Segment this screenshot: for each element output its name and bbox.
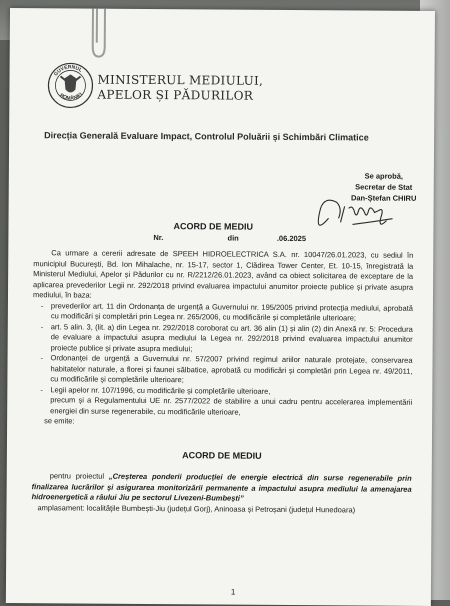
svg-text:GUVERNUL: GUVERNUL: [52, 64, 84, 78]
approval-line2: Secretar de Stat: [355, 182, 413, 192]
section-title: ACORD DE MEDIU: [182, 449, 262, 461]
regulation-paragraph: precum și a Regulamentului UE nr. 2577/2022 de stabilire a unui cadru pentru accelerarea implementării energiei din surse regenerabile, cu modificările ulterioare,: [50, 395, 413, 417]
project-paragraph: [32, 471, 412, 505]
document-date: .06.2025: [276, 233, 307, 244]
approval-line1: Se aprobă,: [364, 171, 404, 181]
se-emite: se emite:: [44, 416, 75, 426]
ministry-name: [97, 73, 263, 104]
signature: [308, 188, 403, 239]
location-line: amplasament: localitățile Bumbești-Jiu (județul Gorj), Aninoasa și Petroșani (județul Hunedoara): [37, 502, 356, 514]
coat-of-arms-logo: [47, 62, 93, 108]
intro-paragraph: Ca urmare a cererii adresate de SPEEH HIDROELECTRICA S.A. nr. 10047/26.01.2023, cu sediul în municipiul București, Bd. Ion Mihalache, nr. 15-17, sector 1, Clădirea Tower Center, Et. 10-15, înregistrată la Ministerul Mediului, Apelor și Pădurilor cu nr. R/2212/26.01.2023, având ca obiect solicitarea de exceptare de la aplicarea prevederilor Legii nr. 292/2018 privind evaluarea impactului anumitor proiecte publice și private asupra mediului, în baza:: [32, 248, 414, 300]
legal-basis-item: - art. 5 alin. 3, (lit. a) din Legea nr. 292/2018 coroborat cu art. 36 alin (1) și alin (2) din Anexă nr. 5: Procedura de evaluare a impactului asupra mediului la Legea nr. 292/2018 privind evaluarea impactului anumitor proiecte publice și private asupra mediului;: [35, 322, 413, 356]
din-label: din: [227, 233, 239, 243]
directorate-heading: Direcția Generală Evaluare Impact, Controlul Poluării și Schimbări Climatice: [44, 130, 369, 143]
ministry-line1: MINISTERUL MEDIULUI,: [97, 72, 264, 88]
paper-clip-icon: [83, 8, 113, 63]
page-number: 1: [230, 587, 236, 597]
legal-basis-list: [32, 301, 413, 398]
legal-basis-item: - Legii apelor nr. 107/1996, cu modificările și completările ulterioare,: [34, 385, 412, 398]
project-prefix: pentru proiectul: [49, 471, 109, 481]
document-title: ACORD DE MEDIU: [173, 221, 254, 232]
approval-signatory: Dan-Ștefan CHIRU: [350, 193, 417, 203]
document-page: [6, 8, 435, 606]
svg-text:ROMÂNIEI: ROMÂNIEI: [58, 91, 84, 102]
project-name: „Creșterea ponderii producției de energie electrică din surse regenerabile prin finalizarea lucrărilor și asigurarea monitorizării permanente a impactului asupra mediului la amenajarea hidroenergetică a râului Jiu pe sectorul Livezeni-Bumbești”: [31, 471, 412, 503]
ministry-line2: APELOR ȘI PĂDURILOR: [97, 87, 254, 103]
nr-label: Nr.: [153, 233, 164, 243]
legal-basis-item: - Ordonanței de urgență a Guvernului nr. 57/2007 privind regimul ariilor naturale protejate, conservarea habitatelor naturale, a florei și faunei sălbatice, aprobată cu modificări și completări prin Legea nr. 49/2011, cu modificările și completările ulterioare;: [34, 353, 412, 387]
document-number-line: [153, 233, 328, 243]
document-body: [31, 248, 413, 516]
legal-basis-item: - prevederilor art. 11 din Ordonanța de urgență a Guvernului nr. 195/2005 privind protecția mediului, aprobată cu modificări și completări prin Legea nr. 265/2006, cu modificările și completările ulterioare;: [35, 301, 413, 325]
